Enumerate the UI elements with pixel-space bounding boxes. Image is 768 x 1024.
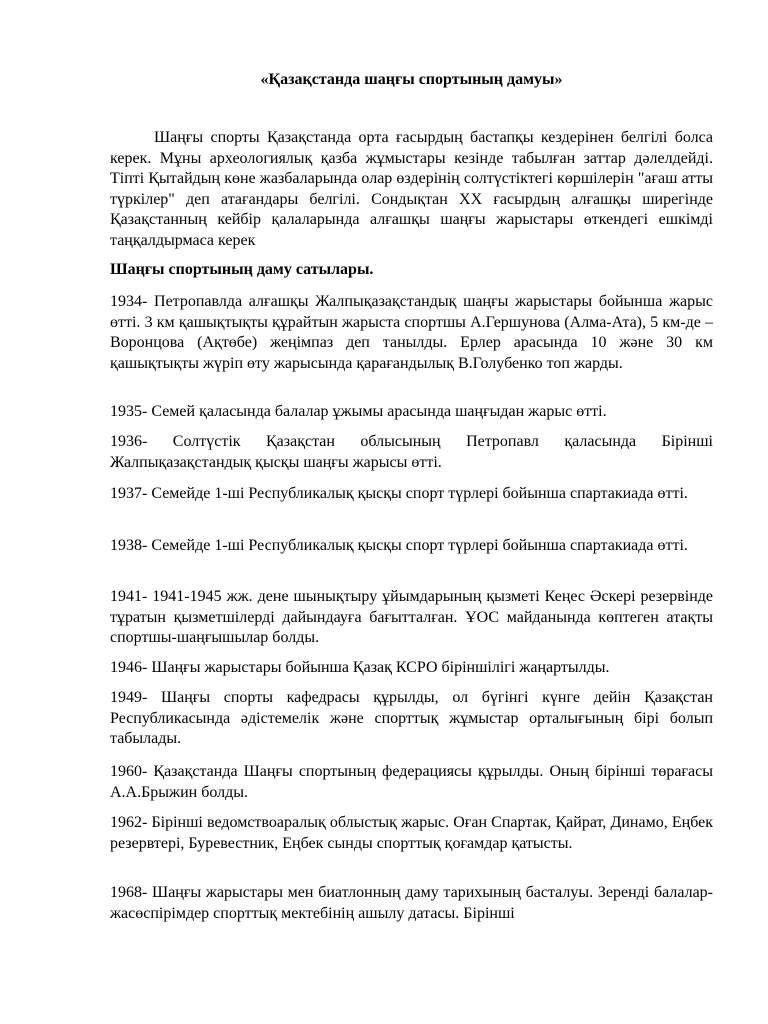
document-title: «Қазақстанда шаңғы спортының дамуы» <box>260 71 563 88</box>
timeline-entry-1941: 1941- 1941-1945 жж. дене шынықтыру ұйымдарының қызметі Кеңес Әскері резервінде тұратын қызметшілерді дайындауға бағытталған. ҰОС майданында көптеген атақты спортшы-шаңғышылар болды. <box>110 588 713 646</box>
timeline-entry-1968: 1968- Шаңғы жарыстары мен биатлонның даму тарихының басталуы. Зеренді балалар-жасөспірімдер спорттық мектебінің ашылу датасы. Бірінші <box>110 884 713 922</box>
timeline-entry-1935: 1935- Семей қаласында балалар ұжымы арасында шаңғыдан жарыс өтті. <box>110 403 607 420</box>
timeline-entry-1962: 1962- Бірінші ведомствоаралық облыстық жарыс. Оған Спартак, Қайрат, Динамо, Еңбек резервтері, Буревестник, Еңбек сынды спорттық қоғамдар қатысты. <box>110 814 713 852</box>
timeline-entry-1936: 1936- Солтүстік Қазақстан облысының Петропавл қаласында Бірінші Жалпықазақстандық қысқы шаңғы жарысы өтті. <box>110 433 713 471</box>
timeline-entry-1934: 1934- Петропавлда алғашқы Жалпықазақстандық шаңғы жарыстары бойынша жарыс өтті. 3 км қашықтықты құрайтын жарыста спортшы А.Гершунова (Алма-Ата), 5 км-де – Воронцова (Ақтөбе) жеңімпаз деп танылды. Ерлер арасында 10 және 30 км қашықтықты жүріп өту жарысында қарағандылық В.Голубенко топ жарды. <box>110 293 713 372</box>
timeline-entry-1938: 1938- Семейде 1-ші Республикалық қысқы спорт түрлері бойынша спартакиада өтті. <box>110 537 688 554</box>
timeline-entry-1949: 1949- Шаңғы спорты кафедрасы құрылды, ол бүгінгі күнге дейін Қазақстан Республикасында әдістемелік және спорттық жұмыстар орталығының бірі болып табылады. <box>110 689 713 747</box>
intro-paragraph: Шаңғы спорты Қазақстанда орта ғасырдың бастапқы кездерінен белгілі болса керек. Мұны археологиялық қазба жұмыстары кезінде табылған заттар дәлелдейді. Тіпті Қытайдың көне жазбаларында олар өздерінің солтүстіктегі көршілерін "ағаш атты түркілер" деп атағандары белгілі. Сондықтан ХХ ғасырдың алғашқы ширегінде Қазақстанның кейбір қалаларында алғашқы шаңғы жарыстары өткендегі ешкімді таңқалдырмаса керек <box>110 129 713 249</box>
section-heading: Шаңғы спортының даму сатылары. <box>110 261 374 278</box>
timeline-entry-1937: 1937- Семейде 1-ші Республикалық қысқы спорт түрлері бойынша спартакиада өтті. <box>110 485 688 502</box>
timeline-entry-1946: 1946- Шаңғы жарыстары бойынша Қазақ КСРО біріншілігі жаңартылды. <box>110 659 610 676</box>
timeline-entry-1960: 1960- Қазақстанда Шаңғы спортының федерациясы құрылды. Оның бірінші төрағасы А.А.Брыжин болды. <box>110 763 713 801</box>
